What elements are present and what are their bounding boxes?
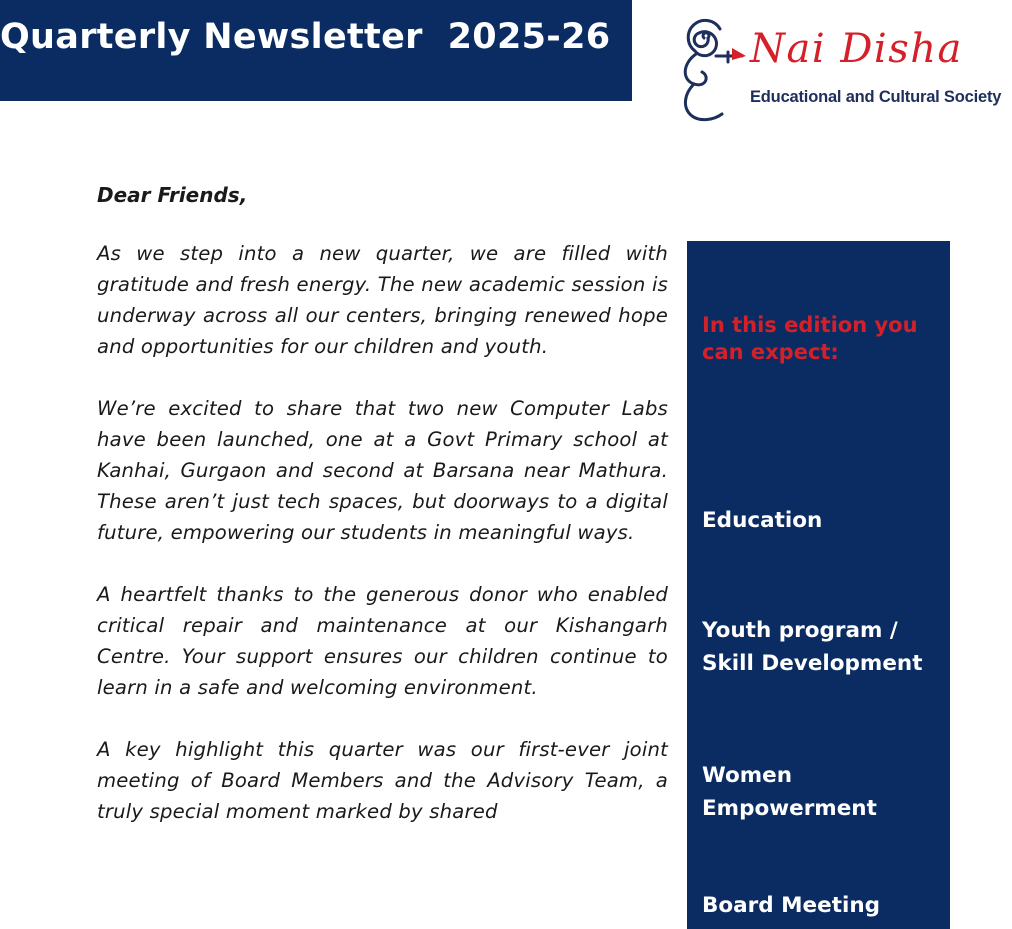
sidebar-item-women-empowerment: Women Empowerment	[702, 763, 877, 821]
sidebar-item-education: Education	[702, 508, 823, 533]
salutation: Dear Friends,	[97, 183, 248, 207]
sidebar-item-youth-program: Youth program / Skill Development	[702, 618, 923, 676]
sidebar-item-board-meeting: Board Meeting	[702, 893, 881, 918]
paragraph: As we step into a new quarter, we are filled with gratitude and fresh energy. The new academic session is underway across all our centers, bringing renewed hope and opportunities for our children and youth.	[97, 242, 668, 358]
logo-brand-name: Nai Disha	[750, 26, 963, 72]
sidebar-heading: In this edition you can expect:	[702, 313, 918, 364]
paragraph: A heartfelt thanks to the generous donor who enabled critical repair and maintenance at our Kishangarh Centre. Your support ensures our children continue to learn in a safe and welcoming environment.	[97, 583, 668, 699]
letter-body	[97, 180, 668, 858]
edition-sidebar	[687, 241, 950, 929]
paragraph: A key highlight this quarter was our first-ever joint meeting of Board Members and the Advisory Team, a truly special moment marked by shared	[97, 738, 668, 823]
paragraph: We’re excited to share that two new Computer Labs have been launched, one at a Govt Primary school at Kanhai, Gurgaon and second at Barsana near Mathura. These aren’t just tech spaces, but doorways to a digital future, empowering our students in meaningful ways.	[97, 397, 668, 544]
logo-tagline: Educational and Cultural Society	[750, 88, 1002, 106]
header-banner	[0, 0, 632, 101]
newsletter-title: Quarterly Newsletter 2025-26	[0, 17, 611, 57]
spiral-emblem-icon	[676, 8, 756, 126]
nai-disha-logo	[676, 8, 1012, 126]
